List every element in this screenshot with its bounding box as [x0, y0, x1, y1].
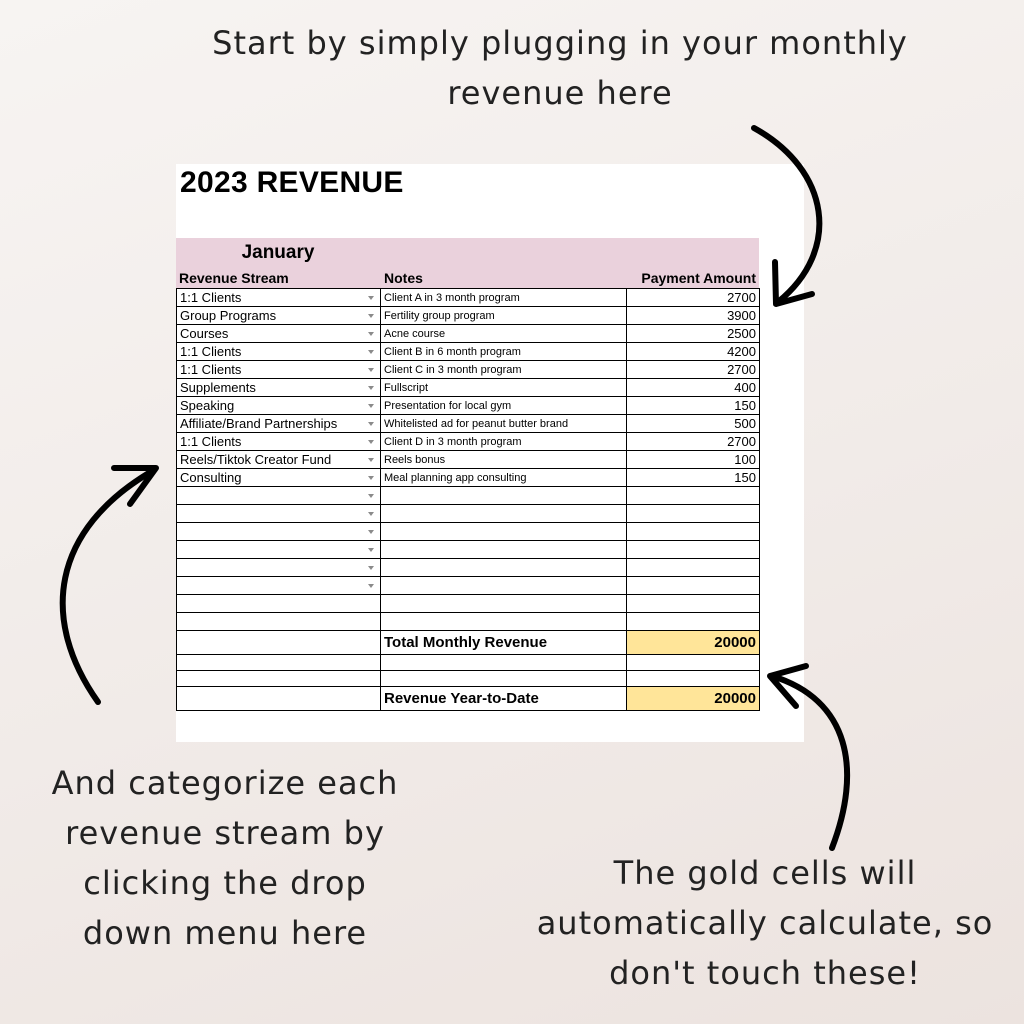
- revenue-stream-value: 1:1 Clients: [180, 290, 242, 305]
- notes-cell[interactable]: Fullscript: [381, 379, 627, 397]
- payment-amount-cell[interactable]: 150: [627, 469, 760, 487]
- total-monthly-revenue-value[interactable]: 20000: [627, 631, 760, 655]
- annotation-top-line: revenue here: [447, 74, 673, 112]
- revenue-ytd-label: Revenue Year-to-Date: [381, 687, 627, 711]
- revenue-stream-value: Courses: [180, 326, 229, 341]
- revenue-stream-value: Consulting: [180, 470, 242, 485]
- payment-amount-cell[interactable]: 2500: [627, 325, 760, 343]
- revenue-stream-value: Reels/Tiktok Creator Fund: [180, 452, 332, 467]
- annotation-right-line: automatically calculate, so: [536, 904, 994, 942]
- notes-cell[interactable]: Reels bonus: [381, 451, 627, 469]
- revenue-stream-value: Speaking: [180, 398, 235, 413]
- revenue-stream-value: 1:1 Clients: [180, 344, 242, 359]
- notes-cell[interactable]: Fertility group program: [381, 307, 627, 325]
- column-header-notes: Notes: [384, 270, 423, 286]
- payment-amount-cell[interactable]: 100: [627, 451, 760, 469]
- revenue-stream-value: Group Programs: [180, 308, 277, 323]
- annotation-top-line: Start by simply plugging in your monthly: [212, 24, 908, 62]
- annotation-left-line: clicking the drop: [83, 864, 367, 902]
- annotation-left-line: And categorize each: [51, 764, 399, 802]
- payment-amount-cell[interactable]: 4200: [627, 343, 760, 361]
- revenue-ytd-value[interactable]: 20000: [627, 687, 760, 711]
- sheet-title: 2023 REVENUE: [180, 166, 404, 199]
- annotation-left-line: revenue stream by: [65, 814, 385, 852]
- payment-amount-cell[interactable]: 500: [627, 415, 760, 433]
- column-header-payment-amount: Payment Amount: [641, 270, 756, 286]
- notes-cell[interactable]: Acne course: [381, 325, 627, 343]
- payment-amount-cell[interactable]: 3900: [627, 307, 760, 325]
- notes-cell[interactable]: Client A in 3 month program: [381, 289, 627, 307]
- payment-amount-cell[interactable]: 2700: [627, 289, 760, 307]
- revenue-stream-value: Affiliate/Brand Partnerships: [180, 416, 338, 431]
- notes-cell[interactable]: Client C in 3 month program: [381, 361, 627, 379]
- column-header-revenue-stream: Revenue Stream: [179, 270, 289, 286]
- revenue-stream-value: 1:1 Clients: [180, 362, 242, 377]
- payment-amount-cell[interactable]: 400: [627, 379, 760, 397]
- payment-amount-cell[interactable]: 2700: [627, 361, 760, 379]
- notes-cell[interactable]: Client D in 3 month program: [381, 433, 627, 451]
- notes-cell[interactable]: Meal planning app consulting: [381, 469, 627, 487]
- annotation-right-line: don't touch these!: [609, 954, 921, 992]
- month-label: January: [241, 242, 315, 263]
- payment-amount-cell[interactable]: 2700: [627, 433, 760, 451]
- annotation-left-line: down menu here: [82, 914, 368, 952]
- notes-cell[interactable]: Presentation for local gym: [381, 397, 627, 415]
- payment-amount-cell[interactable]: 150: [627, 397, 760, 415]
- total-monthly-revenue-label: Total Monthly Revenue: [381, 631, 627, 655]
- notes-cell[interactable]: Whitelisted ad for peanut butter brand: [381, 415, 627, 433]
- revenue-stream-value: Supplements: [180, 380, 256, 395]
- revenue-stream-value: 1:1 Clients: [180, 434, 242, 449]
- annotation-right-line: The gold cells will: [613, 854, 917, 892]
- notes-cell[interactable]: Client B in 6 month program: [381, 343, 627, 361]
